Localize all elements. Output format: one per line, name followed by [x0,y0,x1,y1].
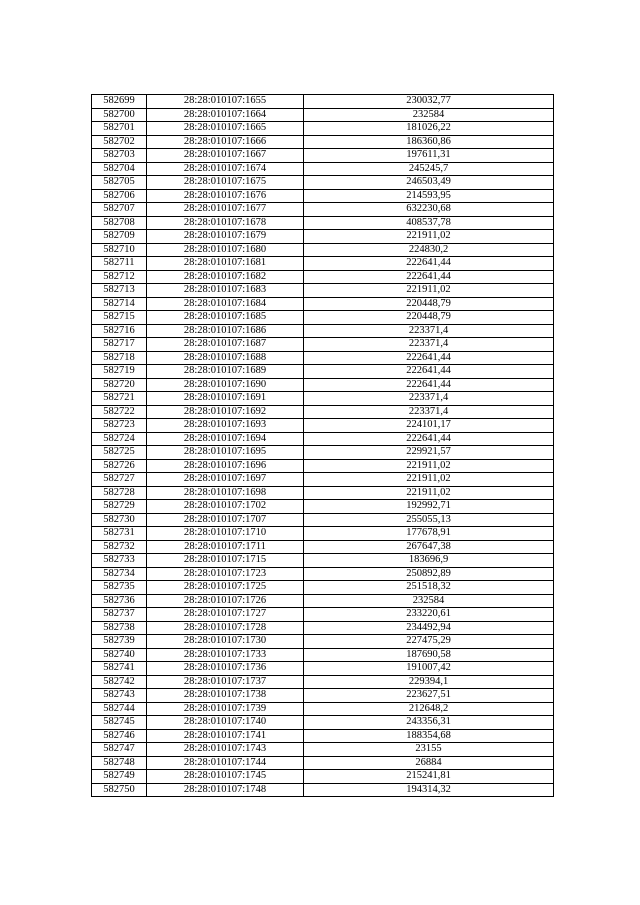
cadastral-number-cell: 28:28:010107:1744 [147,756,304,770]
table-row [92,716,554,730]
cadastral-value-cell: 221911,02 [304,230,554,244]
row-number-cell: 582727 [92,473,147,487]
cadastral-value-cell: 215241,81 [304,770,554,784]
cadastral-value-cell: 222641,44 [304,351,554,365]
cadastral-number-cell: 28:28:010107:1711 [147,540,304,554]
row-number-cell: 582740 [92,648,147,662]
cadastral-number-cell: 28:28:010107:1680 [147,243,304,257]
table-row [92,297,554,311]
row-number-cell: 582711 [92,257,147,271]
table-row [92,122,554,136]
table-row [92,162,554,176]
cadastral-value-cell: 222641,44 [304,365,554,379]
row-number-cell: 582726 [92,459,147,473]
cadastral-number-cell: 28:28:010107:1688 [147,351,304,365]
row-number-cell: 582744 [92,702,147,716]
row-number-cell: 582708 [92,216,147,230]
cadastral-value-cell: 223371,4 [304,338,554,352]
row-number-cell: 582731 [92,527,147,541]
cadastral-value-cell: 251518,32 [304,581,554,595]
cadastral-value-cell: 197611,31 [304,149,554,163]
cadastral-value-cell: 191007,42 [304,662,554,676]
row-number-cell: 582739 [92,635,147,649]
table-row [92,648,554,662]
cadastral-number-cell: 28:28:010107:1678 [147,216,304,230]
cadastral-number-cell: 28:28:010107:1676 [147,189,304,203]
cadastral-value-cell: 229394,1 [304,675,554,689]
cadastral-value-cell: 230032,77 [304,95,554,109]
row-number-cell: 582742 [92,675,147,689]
table-row [92,176,554,190]
table-row [92,689,554,703]
row-number-cell: 582723 [92,419,147,433]
cadastral-number-cell: 28:28:010107:1666 [147,135,304,149]
cadastral-number-cell: 28:28:010107:1665 [147,122,304,136]
cadastral-number-cell: 28:28:010107:1681 [147,257,304,271]
row-number-cell: 582716 [92,324,147,338]
table-row [92,189,554,203]
cadastral-value-cell: 232584 [304,594,554,608]
table-row [92,257,554,271]
row-number-cell: 582706 [92,189,147,203]
cadastral-number-cell: 28:28:010107:1741 [147,729,304,743]
table-row [92,135,554,149]
cadastral-value-cell: 224101,17 [304,419,554,433]
table-row [92,203,554,217]
cadastral-number-cell: 28:28:010107:1726 [147,594,304,608]
table-row [92,500,554,514]
row-number-cell: 582745 [92,716,147,730]
cadastral-value-cell: 243356,31 [304,716,554,730]
table-body [92,95,554,797]
cadastral-value-cell: 245245,7 [304,162,554,176]
table-row [92,378,554,392]
row-number-cell: 582710 [92,243,147,257]
table-row [92,621,554,635]
cadastral-value-cell: 229921,57 [304,446,554,460]
table-row [92,567,554,581]
cadastral-number-cell: 28:28:010107:1738 [147,689,304,703]
table-row [92,729,554,743]
row-number-cell: 582718 [92,351,147,365]
cadastral-number-cell: 28:28:010107:1745 [147,770,304,784]
table-row [92,540,554,554]
row-number-cell: 582730 [92,513,147,527]
table-row [92,513,554,527]
row-number-cell: 582705 [92,176,147,190]
row-number-cell: 582737 [92,608,147,622]
cadastral-value-cell: 222641,44 [304,432,554,446]
table-row [92,432,554,446]
row-number-cell: 582748 [92,756,147,770]
cadastral-value-cell: 183696,9 [304,554,554,568]
cadastral-value-cell: 212648,2 [304,702,554,716]
cadastral-number-cell: 28:28:010107:1695 [147,446,304,460]
table-row [92,243,554,257]
table-row [92,365,554,379]
row-number-cell: 582719 [92,365,147,379]
table-row [92,270,554,284]
cadastral-number-cell: 28:28:010107:1679 [147,230,304,244]
row-number-cell: 582729 [92,500,147,514]
table-row [92,743,554,757]
cadastral-value-cell: 188354,68 [304,729,554,743]
table-row [92,756,554,770]
cadastral-number-cell: 28:28:010107:1667 [147,149,304,163]
cadastral-value-cell: 214593,95 [304,189,554,203]
cadastral-number-cell: 28:28:010107:1677 [147,203,304,217]
row-number-cell: 582717 [92,338,147,352]
cadastral-number-cell: 28:28:010107:1710 [147,527,304,541]
cadastral-value-cell: 267647,38 [304,540,554,554]
row-number-cell: 582703 [92,149,147,163]
cadastral-number-cell: 28:28:010107:1740 [147,716,304,730]
row-number-cell: 582746 [92,729,147,743]
row-number-cell: 582734 [92,567,147,581]
row-number-cell: 582721 [92,392,147,406]
cadastral-value-cell: 221911,02 [304,459,554,473]
cadastral-number-cell: 28:28:010107:1694 [147,432,304,446]
row-number-cell: 582747 [92,743,147,757]
cadastral-value-cell: 233220,61 [304,608,554,622]
table-row [92,149,554,163]
row-number-cell: 582720 [92,378,147,392]
cadastral-value-cell: 192992,71 [304,500,554,514]
cadastral-value-cell: 223371,4 [304,405,554,419]
cadastral-value-cell: 246503,49 [304,176,554,190]
row-number-cell: 582722 [92,405,147,419]
cadastral-value-cell: 222641,44 [304,270,554,284]
table-row [92,284,554,298]
cadastral-number-cell: 28:28:010107:1689 [147,365,304,379]
cadastral-value-cell: 408537,78 [304,216,554,230]
cadastral-value-cell: 223371,4 [304,392,554,406]
cadastral-value-cell: 221911,02 [304,486,554,500]
cadastral-number-cell: 28:28:010107:1684 [147,297,304,311]
row-number-cell: 582750 [92,783,147,797]
row-number-cell: 582741 [92,662,147,676]
cadastral-number-cell: 28:28:010107:1692 [147,405,304,419]
table-row [92,662,554,676]
cadastral-value-cell: 232584 [304,108,554,122]
cadastral-value-cell: 222641,44 [304,257,554,271]
row-number-cell: 582713 [92,284,147,298]
table-row [92,486,554,500]
cadastral-number-cell: 28:28:010107:1702 [147,500,304,514]
table-row [92,324,554,338]
cadastral-number-cell: 28:28:010107:1655 [147,95,304,109]
cadastral-number-cell: 28:28:010107:1698 [147,486,304,500]
cadastral-value-cell: 632230,68 [304,203,554,217]
cadastral-value-cell: 234492,94 [304,621,554,635]
table-row [92,527,554,541]
cadastral-number-cell: 28:28:010107:1686 [147,324,304,338]
cadastral-number-cell: 28:28:010107:1691 [147,392,304,406]
row-number-cell: 582702 [92,135,147,149]
table-row [92,216,554,230]
cadastral-value-cell: 220448,79 [304,311,554,325]
cadastral-value-cell: 181026,22 [304,122,554,136]
row-number-cell: 582707 [92,203,147,217]
table-row [92,635,554,649]
cadastral-number-cell: 28:28:010107:1727 [147,608,304,622]
cadastral-number-cell: 28:28:010107:1737 [147,675,304,689]
cadastral-value-cell: 222641,44 [304,378,554,392]
cadastral-number-cell: 28:28:010107:1664 [147,108,304,122]
row-number-cell: 582725 [92,446,147,460]
row-number-cell: 582733 [92,554,147,568]
table-row [92,419,554,433]
table-row [92,783,554,797]
cadastral-number-cell: 28:28:010107:1730 [147,635,304,649]
cadastral-number-cell: 28:28:010107:1723 [147,567,304,581]
cadastral-number-cell: 28:28:010107:1728 [147,621,304,635]
cadastral-value-cell: 23155 [304,743,554,757]
cadastral-number-cell: 28:28:010107:1725 [147,581,304,595]
row-number-cell: 582735 [92,581,147,595]
cadastral-number-cell: 28:28:010107:1748 [147,783,304,797]
row-number-cell: 582728 [92,486,147,500]
cadastral-value-cell: 26884 [304,756,554,770]
row-number-cell: 582709 [92,230,147,244]
cadastral-value-cell: 227475,29 [304,635,554,649]
cadastral-value-cell: 220448,79 [304,297,554,311]
table-row [92,95,554,109]
cadastral-value-cell: 177678,91 [304,527,554,541]
cadastral-number-cell: 28:28:010107:1685 [147,311,304,325]
cadastral-value-cell: 187690,58 [304,648,554,662]
cadastral-value-cell: 186360,86 [304,135,554,149]
row-number-cell: 582736 [92,594,147,608]
cadastral-number-cell: 28:28:010107:1693 [147,419,304,433]
cadastral-number-cell: 28:28:010107:1687 [147,338,304,352]
cadastral-value-cell: 223371,4 [304,324,554,338]
cadastral-number-cell: 28:28:010107:1675 [147,176,304,190]
table-row [92,675,554,689]
cadastral-number-cell: 28:28:010107:1743 [147,743,304,757]
cadastral-number-cell: 28:28:010107:1697 [147,473,304,487]
cadastral-number-cell: 28:28:010107:1707 [147,513,304,527]
table-row [92,351,554,365]
table-row [92,405,554,419]
table-row [92,108,554,122]
row-number-cell: 582712 [92,270,147,284]
row-number-cell: 582715 [92,311,147,325]
cadastral-value-cell: 250892,89 [304,567,554,581]
row-number-cell: 582700 [92,108,147,122]
cadastral-number-cell: 28:28:010107:1739 [147,702,304,716]
cadastral-value-cell: 223627,51 [304,689,554,703]
table-row [92,473,554,487]
table-row [92,459,554,473]
row-number-cell: 582724 [92,432,147,446]
row-number-cell: 582704 [92,162,147,176]
table-row [92,392,554,406]
cadastral-number-cell: 28:28:010107:1674 [147,162,304,176]
table-row [92,594,554,608]
table-row [92,311,554,325]
table-row [92,702,554,716]
row-number-cell: 582701 [92,122,147,136]
cadastral-number-cell: 28:28:010107:1682 [147,270,304,284]
cadastral-value-cell: 224830,2 [304,243,554,257]
row-number-cell: 582738 [92,621,147,635]
cadastral-number-cell: 28:28:010107:1683 [147,284,304,298]
row-number-cell: 582699 [92,95,147,109]
table-row [92,446,554,460]
row-number-cell: 582749 [92,770,147,784]
table-row [92,230,554,244]
row-number-cell: 582743 [92,689,147,703]
cadastral-value-cell: 221911,02 [304,473,554,487]
cadastral-value-table [91,94,554,797]
cadastral-number-cell: 28:28:010107:1696 [147,459,304,473]
cadastral-value-cell: 255055,13 [304,513,554,527]
table-row [92,581,554,595]
table-row [92,608,554,622]
table-row [92,554,554,568]
table-row [92,338,554,352]
cadastral-value-cell: 221911,02 [304,284,554,298]
cadastral-number-cell: 28:28:010107:1715 [147,554,304,568]
table-row [92,770,554,784]
cadastral-number-cell: 28:28:010107:1690 [147,378,304,392]
row-number-cell: 582732 [92,540,147,554]
row-number-cell: 582714 [92,297,147,311]
cadastral-number-cell: 28:28:010107:1736 [147,662,304,676]
cadastral-number-cell: 28:28:010107:1733 [147,648,304,662]
cadastral-value-cell: 194314,32 [304,783,554,797]
